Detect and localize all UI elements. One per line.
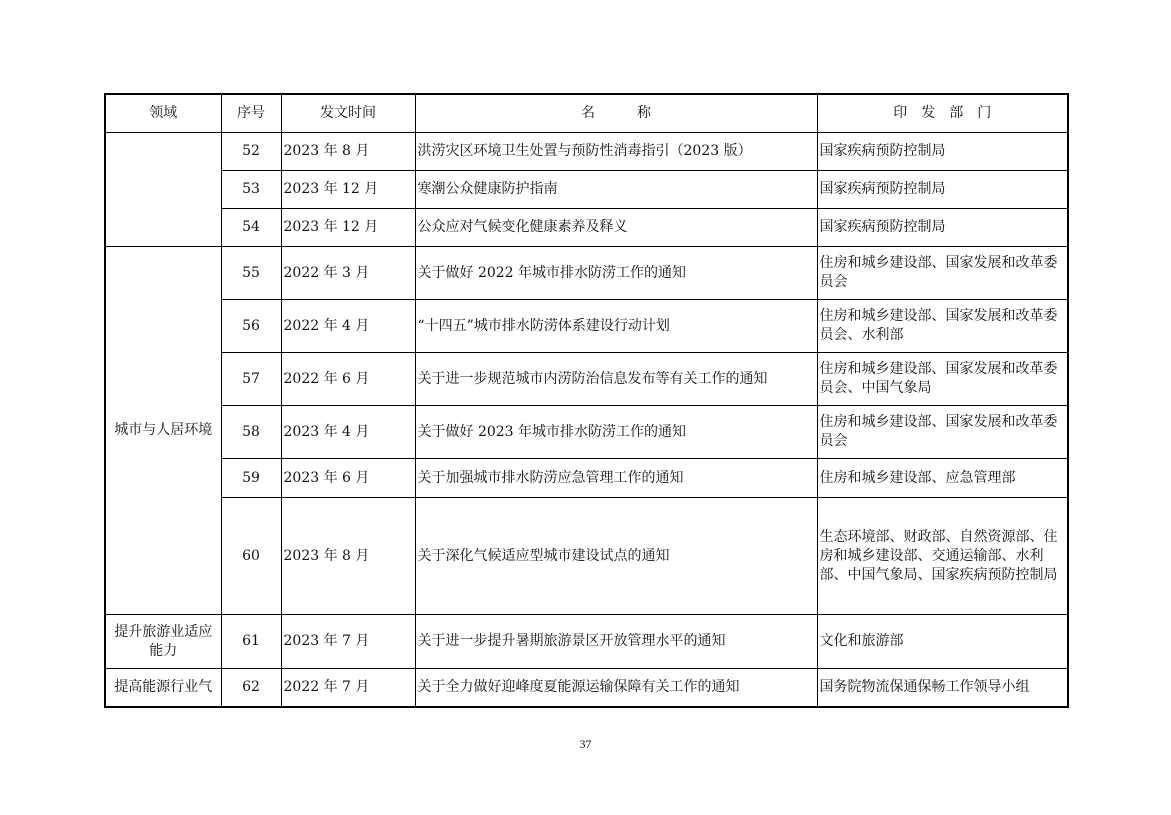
seq-cell: 59 bbox=[221, 459, 281, 498]
name-cell: 关于做好 2022 年城市排水防涝工作的通知 bbox=[415, 247, 817, 300]
domain-cell: 城市与人居环境 bbox=[105, 247, 221, 615]
date-cell: 2022 年 4 月 bbox=[281, 300, 415, 353]
table-row bbox=[105, 406, 1068, 459]
name-cell: 公众应对气候变化健康素养及释义 bbox=[415, 209, 817, 247]
date-cell: 2023 年 8 月 bbox=[281, 498, 415, 615]
table-row bbox=[105, 615, 1068, 669]
dept-cell: 文化和旅游部 bbox=[817, 615, 1068, 669]
header-date: 发文时间 bbox=[281, 94, 415, 133]
header-dept: 印 发 部 门 bbox=[817, 94, 1068, 133]
header-domain: 领域 bbox=[105, 94, 221, 133]
header-seq: 序号 bbox=[221, 94, 281, 133]
seq-cell: 57 bbox=[221, 353, 281, 406]
table-row bbox=[105, 209, 1068, 247]
seq-cell: 58 bbox=[221, 406, 281, 459]
seq-cell: 54 bbox=[221, 209, 281, 247]
dept-cell: 住房和城乡建设部、国家发展和改革委员会 bbox=[817, 247, 1068, 300]
dept-cell: 住房和城乡建设部、国家发展和改革委员会、中国气象局 bbox=[817, 353, 1068, 406]
seq-cell: 60 bbox=[221, 498, 281, 615]
page-number: 37 bbox=[579, 737, 592, 751]
table-row bbox=[105, 171, 1068, 209]
name-cell: 关于进一步提升暑期旅游景区开放管理水平的通知 bbox=[415, 615, 817, 669]
name-cell: “十四五”城市排水防涝体系建设行动计划 bbox=[415, 300, 817, 353]
table-row bbox=[105, 459, 1068, 498]
table-row bbox=[105, 247, 1068, 300]
name-cell: 关于深化气候适应型城市建设试点的通知 bbox=[415, 498, 817, 615]
dept-cell: 国家疾病预防控制局 bbox=[817, 209, 1068, 247]
domain-cell bbox=[105, 133, 221, 247]
table-row bbox=[105, 353, 1068, 406]
date-cell: 2022 年 3 月 bbox=[281, 247, 415, 300]
table-row bbox=[105, 133, 1068, 171]
name-cell: 关于加强城市排水防涝应急管理工作的通知 bbox=[415, 459, 817, 498]
seq-cell: 53 bbox=[221, 171, 281, 209]
date-cell: 2022 年 7 月 bbox=[281, 669, 415, 707]
name-cell: 洪涝灾区环境卫生处置与预防性消毒指引（2023 版） bbox=[415, 133, 817, 171]
dept-cell: 国家疾病预防控制局 bbox=[817, 133, 1068, 171]
name-cell: 关于全力做好迎峰度夏能源运输保障有关工作的通知 bbox=[415, 669, 817, 707]
header-row bbox=[105, 94, 1068, 133]
date-cell: 2023 年 12 月 bbox=[281, 209, 415, 247]
table-row bbox=[105, 669, 1068, 707]
header-name: 名 称 bbox=[415, 94, 817, 133]
seq-cell: 61 bbox=[221, 615, 281, 669]
date-cell: 2022 年 6 月 bbox=[281, 353, 415, 406]
name-cell: 寒潮公众健康防护指南 bbox=[415, 171, 817, 209]
date-cell: 2023 年 12 月 bbox=[281, 171, 415, 209]
dept-cell: 住房和城乡建设部、应急管理部 bbox=[817, 459, 1068, 498]
domain-cell: 提高能源行业气 bbox=[105, 669, 221, 707]
dept-cell: 住房和城乡建设部、国家发展和改革委员会、水利部 bbox=[817, 300, 1068, 353]
date-cell: 2023 年 4 月 bbox=[281, 406, 415, 459]
date-cell: 2023 年 8 月 bbox=[281, 133, 415, 171]
table-row bbox=[105, 300, 1068, 353]
dept-cell: 住房和城乡建设部、国家发展和改革委员会 bbox=[817, 406, 1068, 459]
date-cell: 2023 年 6 月 bbox=[281, 459, 415, 498]
domain-cell: 提升旅游业适应能力 bbox=[105, 615, 221, 669]
dept-cell: 生态环境部、财政部、自然资源部、住房和城乡建设部、交通运输部、水利部、中国气象局、国家疾病预防控制局 bbox=[817, 498, 1068, 615]
date-cell: 2023 年 7 月 bbox=[281, 615, 415, 669]
seq-cell: 55 bbox=[221, 247, 281, 300]
seq-cell: 56 bbox=[221, 300, 281, 353]
dept-cell: 国务院物流保通保畅工作领导小组 bbox=[817, 669, 1068, 707]
seq-cell: 52 bbox=[221, 133, 281, 171]
dept-cell: 国家疾病预防控制局 bbox=[817, 171, 1068, 209]
seq-cell: 62 bbox=[221, 669, 281, 707]
table-row bbox=[105, 498, 1068, 615]
policy-table bbox=[104, 93, 1069, 708]
name-cell: 关于进一步规范城市内涝防治信息发布等有关工作的通知 bbox=[415, 353, 817, 406]
name-cell: 关于做好 2023 年城市排水防涝工作的通知 bbox=[415, 406, 817, 459]
